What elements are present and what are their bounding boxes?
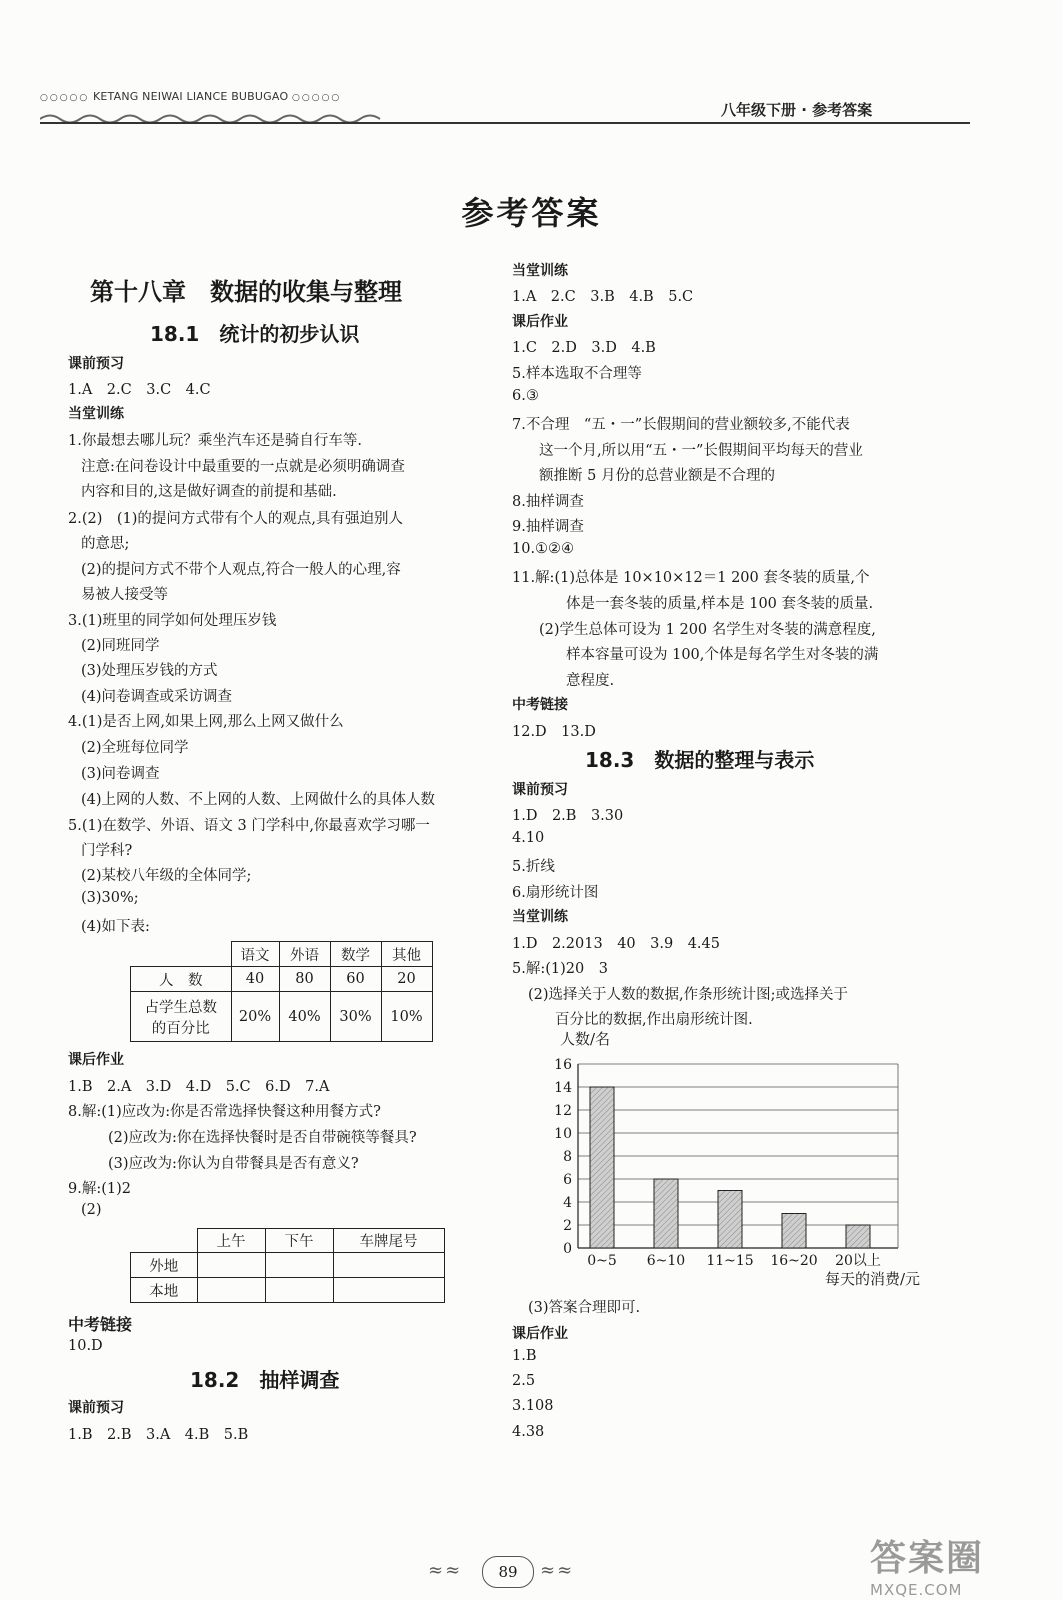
table-cell: 10% bbox=[381, 992, 432, 1042]
left-q4c: (3)问卷调查 bbox=[81, 766, 160, 782]
table-cell bbox=[333, 1253, 444, 1278]
s3-khzy-heading: 课后作业 bbox=[512, 1326, 568, 1342]
left-q5d: (3)30%; bbox=[81, 890, 139, 906]
right-q11e: 意程度. bbox=[566, 673, 615, 689]
right-q10: 10.①②④ bbox=[512, 541, 575, 557]
left-q3a: 3.(1)班里的同学如何处理压岁钱 bbox=[68, 613, 277, 629]
right-khzy-answers: 1.C 2.D 3.D 4.B bbox=[512, 340, 656, 356]
right-zklj-answers: 12.D 13.D bbox=[512, 724, 596, 740]
table-cell: 40 bbox=[231, 967, 279, 992]
chart-ytick-label: 16 bbox=[554, 1057, 572, 1073]
brand-text: KETANG NEIWAI LIANCE BUBUGAO bbox=[92, 90, 289, 103]
right-q11c: (2)学生总体可设为 1 200 名学生对冬装的满意程度, bbox=[539, 622, 876, 638]
left-khzy-heading: 课后作业 bbox=[68, 1052, 124, 1068]
page-title: 参考答案 bbox=[461, 194, 602, 232]
table-cell bbox=[265, 1253, 333, 1278]
right-dtxl-heading: 当堂训练 bbox=[512, 263, 568, 279]
s3-kqyx-c: 5.折线 bbox=[512, 859, 555, 875]
table-cell: 20 bbox=[381, 967, 432, 992]
table-header: 车牌尾号 bbox=[333, 1229, 444, 1253]
right-zklj-heading: 中考链接 bbox=[512, 697, 568, 713]
s2-kqyx-heading: 课前预习 bbox=[68, 1400, 124, 1416]
section-18-3-title: 18.3 数据的整理与表示 bbox=[585, 748, 815, 772]
s3-dtxl-a: 1.D 2.2013 40 3.9 4.45 bbox=[512, 936, 720, 952]
left-zklj-answers: 10.D bbox=[68, 1338, 103, 1354]
left-q2b: 的意思; bbox=[81, 536, 130, 552]
left-q1-note2: 内容和目的,这是做好调查的前提和基础. bbox=[81, 484, 337, 500]
chapter-title: 第十八章 数据的收集与整理 bbox=[90, 278, 402, 306]
table-row-label: 本地 bbox=[131, 1278, 198, 1303]
chart-ytick-label: 4 bbox=[563, 1195, 572, 1211]
table-cell bbox=[333, 1278, 444, 1303]
plate-table bbox=[130, 1228, 445, 1303]
chart-ytick-label: 6 bbox=[563, 1172, 572, 1188]
table-cell: 30% bbox=[330, 992, 381, 1042]
table-cell bbox=[197, 1278, 265, 1303]
table-header: 其他 bbox=[381, 942, 432, 967]
row2-label-b: 的百分比 bbox=[151, 1020, 210, 1037]
s3-khzy-d: 4.38 bbox=[512, 1424, 545, 1440]
table-corner bbox=[131, 1229, 198, 1253]
s3-khzy-a: 1.B bbox=[512, 1348, 537, 1364]
table-header: 下午 bbox=[265, 1229, 333, 1253]
table-cell bbox=[197, 1253, 265, 1278]
s3-khzy-c: 3.108 bbox=[512, 1398, 554, 1414]
page-number: 89 bbox=[482, 1556, 534, 1588]
table-header: 外语 bbox=[279, 942, 330, 967]
chart-xtick-label: 16~20 bbox=[770, 1253, 818, 1269]
left-q2d: 易被人接受等 bbox=[81, 587, 168, 603]
section-18-1-title: 18.1 统计的初步认识 bbox=[150, 322, 360, 346]
chart-ytick-label: 12 bbox=[554, 1103, 572, 1119]
left-q8a: 8.解:(1)应改为:你是否常选择快餐这种用餐方式? bbox=[68, 1104, 381, 1120]
right-q5: 5.样本选取不合理等 bbox=[512, 366, 642, 382]
right-q11b: 体是一套冬装的质量,样本是 100 套冬装的质量. bbox=[566, 596, 874, 612]
s3-dtxl-d: 百分比的数据,作出扇形统计图. bbox=[555, 1012, 753, 1028]
left-kqyx-answers: 1.A 2.C 3.C 4.C bbox=[68, 382, 211, 398]
table-cell: 60 bbox=[330, 967, 381, 992]
right-q6: 6.③ bbox=[512, 388, 539, 404]
footer-ornament-left: ≈≈ bbox=[428, 1560, 463, 1581]
left-q3b: (2)同班同学 bbox=[81, 638, 160, 654]
chart-ytick-label: 8 bbox=[563, 1149, 572, 1165]
right-q9: 9.抽样调查 bbox=[512, 519, 584, 535]
header-dots-left: ○○○○○ bbox=[40, 93, 90, 103]
left-q4b: (2)全班每位同学 bbox=[81, 740, 189, 756]
s3-dtxl-b: 5.解:(1)20 3 bbox=[512, 961, 608, 977]
left-q2a: 2.(2) (1)的提问方式带有个人的观点,具有强迫别人 bbox=[68, 511, 404, 527]
header-subject: 八年级下册 · 参考答案 bbox=[721, 101, 873, 119]
s3-kqyx-b: 4.10 bbox=[512, 830, 545, 846]
left-q3d: (4)问卷调查或采访调查 bbox=[81, 689, 233, 705]
left-q3c: (3)处理压岁钱的方式 bbox=[81, 663, 218, 679]
s2-kqyx-answers: 1.B 2.B 3.A 4.B 5.B bbox=[68, 1427, 249, 1443]
left-q1: 1.你最想去哪儿玩？乘坐汽车还是骑自行车等. bbox=[68, 433, 362, 449]
left-q4d: (4)上网的人数、不上网的人数、上网做什么的具体人数 bbox=[81, 792, 436, 808]
chart-xtick-label: 11~15 bbox=[706, 1253, 754, 1269]
chart-bar bbox=[718, 1191, 742, 1249]
left-q5a: 5.(1)在数学、外语、语文 3 门学科中,你最喜欢学习哪一 bbox=[68, 818, 430, 834]
table-header: 上午 bbox=[197, 1229, 265, 1253]
chart-bar bbox=[846, 1225, 870, 1248]
right-q11a: 11.解:(1)总体是 10×10×12＝1 200 套冬装的质量,个 bbox=[512, 570, 870, 586]
left-q1-note1: 注意:在问卷设计中最重要的一点就是必须明确调查 bbox=[81, 459, 405, 475]
chart-ylabel: 人数/名 bbox=[560, 1030, 611, 1048]
right-q7b: 这一个月,所以用“五・一”长假期间平均每天的营业 bbox=[539, 443, 863, 459]
bar-chart bbox=[520, 1028, 940, 1290]
watermark bbox=[870, 1530, 984, 1599]
table-cell: 80 bbox=[279, 967, 330, 992]
table-row-label bbox=[131, 992, 232, 1042]
left-q4a: 4.(1)是否上网,如果上网,那么上网又做什么 bbox=[68, 714, 344, 730]
s3-dtxl-heading: 当堂训练 bbox=[512, 909, 568, 925]
chart-ytick-label: 10 bbox=[554, 1126, 572, 1142]
table-header: 语文 bbox=[231, 942, 279, 967]
left-q9b: (2) bbox=[81, 1202, 102, 1218]
table-row-label: 外地 bbox=[131, 1253, 198, 1278]
right-khzy-heading: 课后作业 bbox=[512, 314, 568, 330]
left-q2c: (2)的提问方式不带个人观点,符合一般人的心理,容 bbox=[81, 562, 401, 578]
footer-ornament-right: ≈≈ bbox=[540, 1560, 575, 1581]
right-q7c: 额推断 5 月份的总营业额是不合理的 bbox=[539, 468, 775, 484]
table-corner bbox=[131, 942, 232, 967]
watermark-logo-text: 答案圈 bbox=[870, 1538, 985, 1579]
right-q7a: 7.不合理 “五・一”长假期间的营业额较多,不能代表 bbox=[512, 417, 850, 433]
left-q5c: (2)某校八年级的全体同学; bbox=[81, 868, 252, 884]
right-dtxl-answers: 1.A 2.C 3.B 4.B 5.C bbox=[512, 289, 694, 305]
left-khzy-answers: 1.B 2.A 3.D 4.D 5.C 6.D 7.A bbox=[68, 1079, 330, 1095]
left-zklj-heading: 中考链接 bbox=[68, 1315, 133, 1334]
table-cell: 20% bbox=[231, 992, 279, 1042]
chart-bar bbox=[590, 1087, 614, 1248]
table-row-label: 人 数 bbox=[131, 967, 232, 992]
s3-khzy-b: 2.5 bbox=[512, 1373, 536, 1389]
chart-ytick-label: 2 bbox=[563, 1218, 572, 1234]
s3-kqyx-heading: 课前预习 bbox=[512, 782, 568, 798]
table-cell: 40% bbox=[279, 992, 330, 1042]
watermark-url: MXQE.COM bbox=[870, 1581, 963, 1599]
chart-ytick-label: 0 bbox=[563, 1241, 572, 1257]
chart-bar bbox=[654, 1179, 678, 1248]
s3-kqyx-a: 1.D 2.B 3.30 bbox=[512, 808, 624, 824]
s3-dtxl-c: (2)选择关于人数的数据,作条形统计图;或选择关于 bbox=[528, 987, 849, 1003]
header-brand bbox=[40, 90, 341, 103]
left-q8c: (3)应改为:你认为自带餐具是否有意义? bbox=[108, 1156, 359, 1172]
section-18-2-title: 18.2 抽样调查 bbox=[190, 1368, 340, 1392]
header-dots-right: ○○○○○ bbox=[292, 93, 342, 103]
chart-ytick-label: 14 bbox=[554, 1080, 572, 1096]
header-divider bbox=[40, 122, 970, 124]
survey-table bbox=[130, 941, 433, 1042]
right-q8: 8.抽样调查 bbox=[512, 494, 584, 510]
chart-xlabel: 每天的消费/元 bbox=[824, 1270, 920, 1288]
left-q5e: (4)如下表: bbox=[81, 919, 150, 935]
left-q9a: 9.解:(1)2 bbox=[68, 1181, 131, 1197]
table-header: 数学 bbox=[330, 942, 381, 967]
chart-xtick-label: 0~5 bbox=[587, 1253, 617, 1269]
chart-xtick-label: 6~10 bbox=[646, 1253, 686, 1269]
table-cell bbox=[265, 1278, 333, 1303]
s3-dtxl-e: (3)答案合理即可. bbox=[528, 1300, 641, 1316]
left-q5b: 门学科? bbox=[81, 843, 133, 859]
s3-kqyx-d: 6.扇形统计图 bbox=[512, 885, 599, 901]
row2-label-a: 占学生总数 bbox=[144, 999, 217, 1016]
left-kqyx-heading: 课前预习 bbox=[68, 356, 124, 372]
left-q8b: (2)应改为:你在选择快餐时是否自带碗筷等餐具? bbox=[108, 1130, 417, 1146]
right-q11d: 样本容量可设为 100,个体是每名学生对冬装的满 bbox=[566, 647, 879, 663]
chart-xtick-label: 20以上 bbox=[835, 1253, 881, 1269]
left-dtxl-heading: 当堂训练 bbox=[68, 406, 124, 422]
chart-bar bbox=[782, 1214, 806, 1249]
